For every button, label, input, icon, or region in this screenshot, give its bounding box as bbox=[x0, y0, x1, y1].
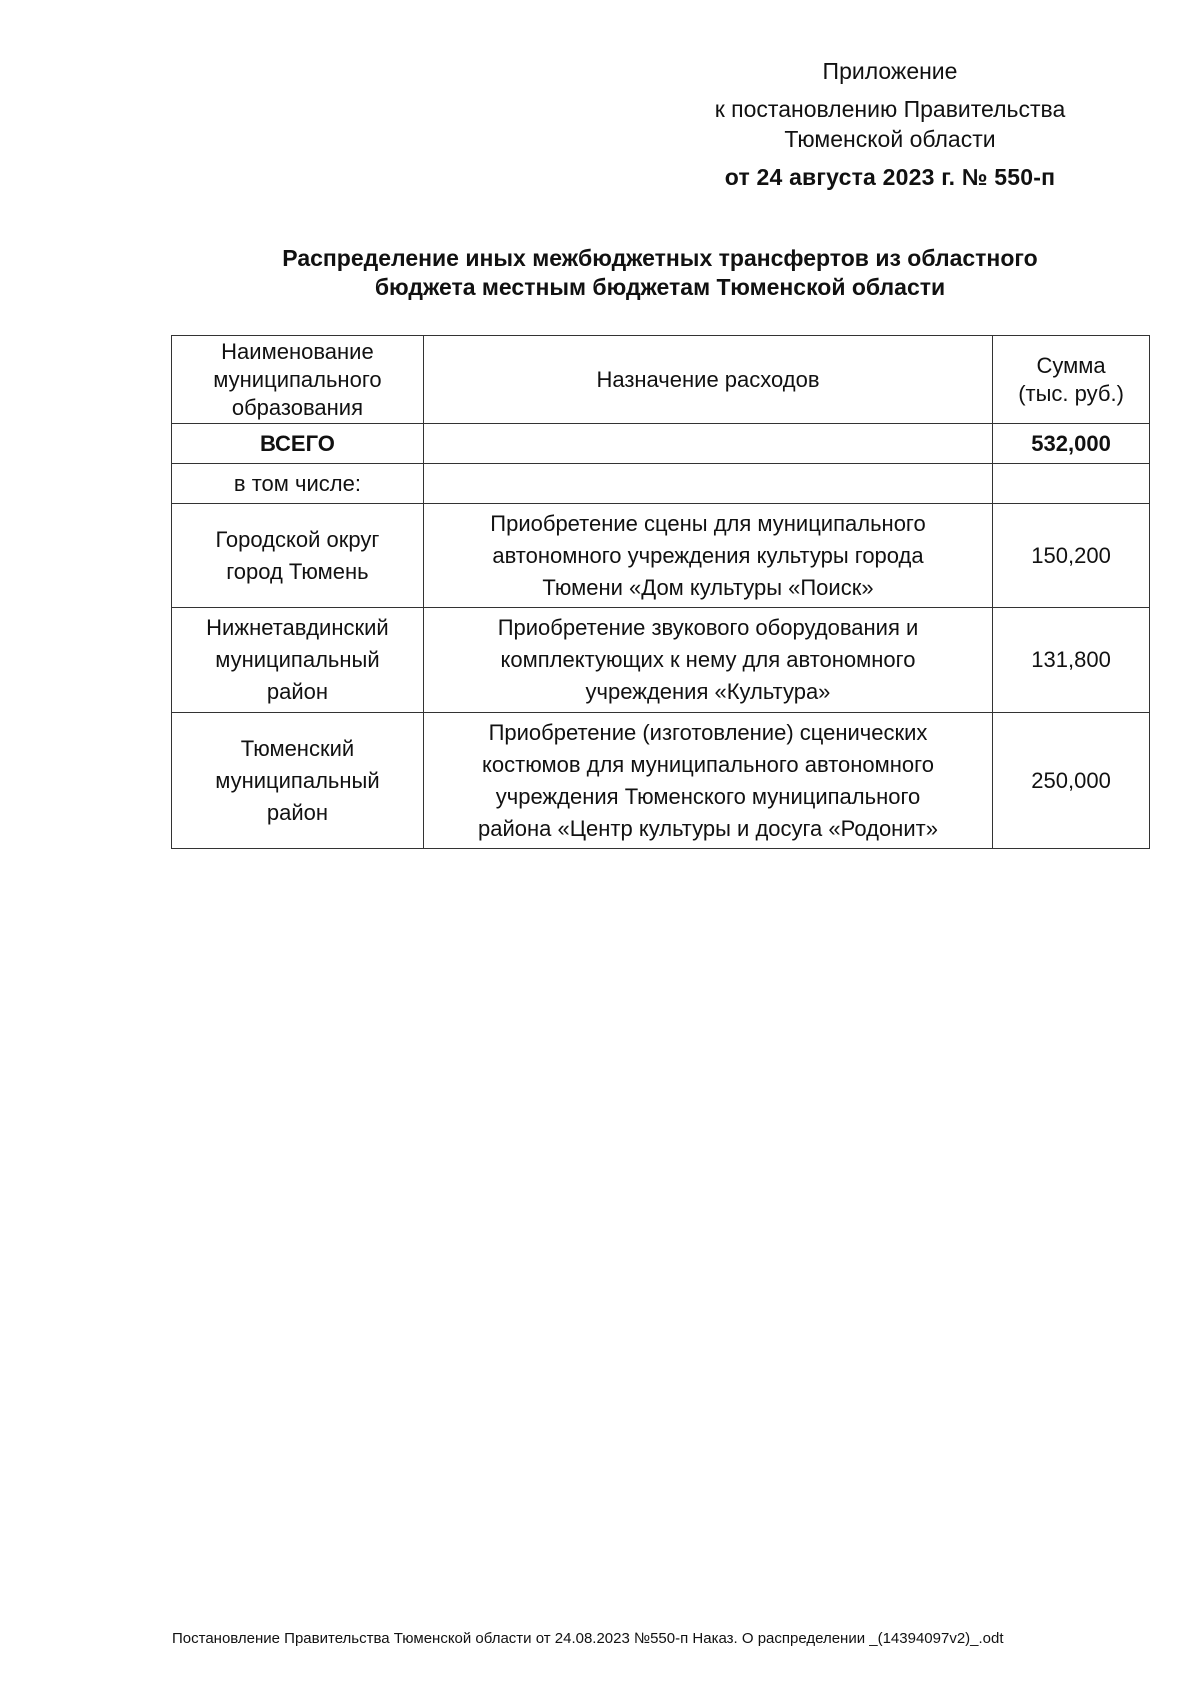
total-label: ВСЕГО bbox=[172, 424, 424, 464]
row-municipality bbox=[172, 713, 424, 849]
total-amount: 532,000 bbox=[993, 424, 1150, 464]
header-municipality bbox=[172, 336, 424, 424]
header-amount bbox=[993, 336, 1150, 424]
municipality-line: Нижнетавдинский bbox=[206, 615, 389, 640]
municipality-line: муниципальный bbox=[215, 767, 380, 793]
municipality-line: район bbox=[266, 799, 329, 825]
including-row bbox=[172, 464, 1150, 504]
row-purpose bbox=[423, 504, 992, 608]
row-municipality bbox=[172, 504, 424, 608]
municipality-line: Городской округ bbox=[215, 526, 380, 552]
row-amount: 150,200 bbox=[993, 504, 1150, 608]
document-footer: Постановление Правительства Тюменской области от 24.08.2023 №550-п Наказ. О распределении _(14394097v2)_.odt bbox=[172, 1630, 1004, 1647]
header-purpose: Назначение расходов bbox=[423, 336, 992, 424]
purpose-line: Приобретение (изготовление) сценических bbox=[488, 719, 928, 745]
table-header-row bbox=[172, 336, 1150, 424]
including-label: в том числе: bbox=[172, 464, 424, 504]
row-amount: 131,800 bbox=[993, 608, 1150, 713]
including-amount bbox=[993, 464, 1150, 504]
row-amount: 250,000 bbox=[993, 713, 1150, 849]
header-municipality-line: муниципального bbox=[213, 366, 382, 392]
header-amount-line: Сумма bbox=[1036, 352, 1106, 378]
header-municipality-line: Наименование bbox=[221, 338, 374, 364]
header-amount-line: (тыс. руб.) bbox=[1018, 380, 1124, 406]
appendix-reference: к постановлению Правительства bbox=[714, 96, 1066, 122]
transfers-table bbox=[171, 335, 1150, 849]
including-purpose bbox=[423, 464, 992, 504]
header-municipality-line: образования bbox=[231, 394, 364, 420]
purpose-line: комплектующих к нему для автономного bbox=[500, 647, 916, 672]
municipality-line: Тюменский bbox=[240, 735, 355, 761]
purpose-line: учреждения «Культура» bbox=[585, 679, 831, 704]
purpose-line: Тюмени «Дом культуры «Поиск» bbox=[542, 574, 874, 600]
purpose-line: Приобретение звукового оборудования и bbox=[497, 615, 919, 640]
appendix-header bbox=[640, 56, 1140, 192]
appendix-region: Тюменской области bbox=[784, 126, 996, 152]
purpose-line: Приобретение сцены для муниципального bbox=[490, 510, 926, 536]
table-row bbox=[172, 713, 1150, 849]
row-purpose bbox=[423, 608, 992, 713]
total-purpose bbox=[423, 424, 992, 464]
purpose-line: автономного учреждения культуры города bbox=[492, 542, 924, 568]
decree-number: от 24 августа 2023 г. № 550-п bbox=[724, 164, 1056, 190]
purpose-line: района «Центр культуры и досуга «Родонит» bbox=[478, 815, 938, 841]
document-title bbox=[160, 244, 1160, 302]
municipality-line: город Тюмень bbox=[226, 558, 369, 584]
row-purpose bbox=[423, 713, 992, 849]
municipality-line: район bbox=[266, 679, 329, 704]
appendix-label: Приложение bbox=[822, 58, 958, 84]
table-row bbox=[172, 504, 1150, 608]
purpose-line: учреждения Тюменского муниципального bbox=[495, 783, 921, 809]
total-row bbox=[172, 424, 1150, 464]
title-line-2: бюджета местным бюджетам Тюменской области bbox=[374, 274, 946, 300]
purpose-line: костюмов для муниципального автономного bbox=[482, 751, 934, 777]
table-row bbox=[172, 608, 1150, 713]
row-municipality bbox=[172, 608, 424, 713]
title-line-1: Распределение иных межбюджетных трансфертов из областного bbox=[282, 245, 1038, 271]
municipality-line: муниципальный bbox=[215, 647, 380, 672]
